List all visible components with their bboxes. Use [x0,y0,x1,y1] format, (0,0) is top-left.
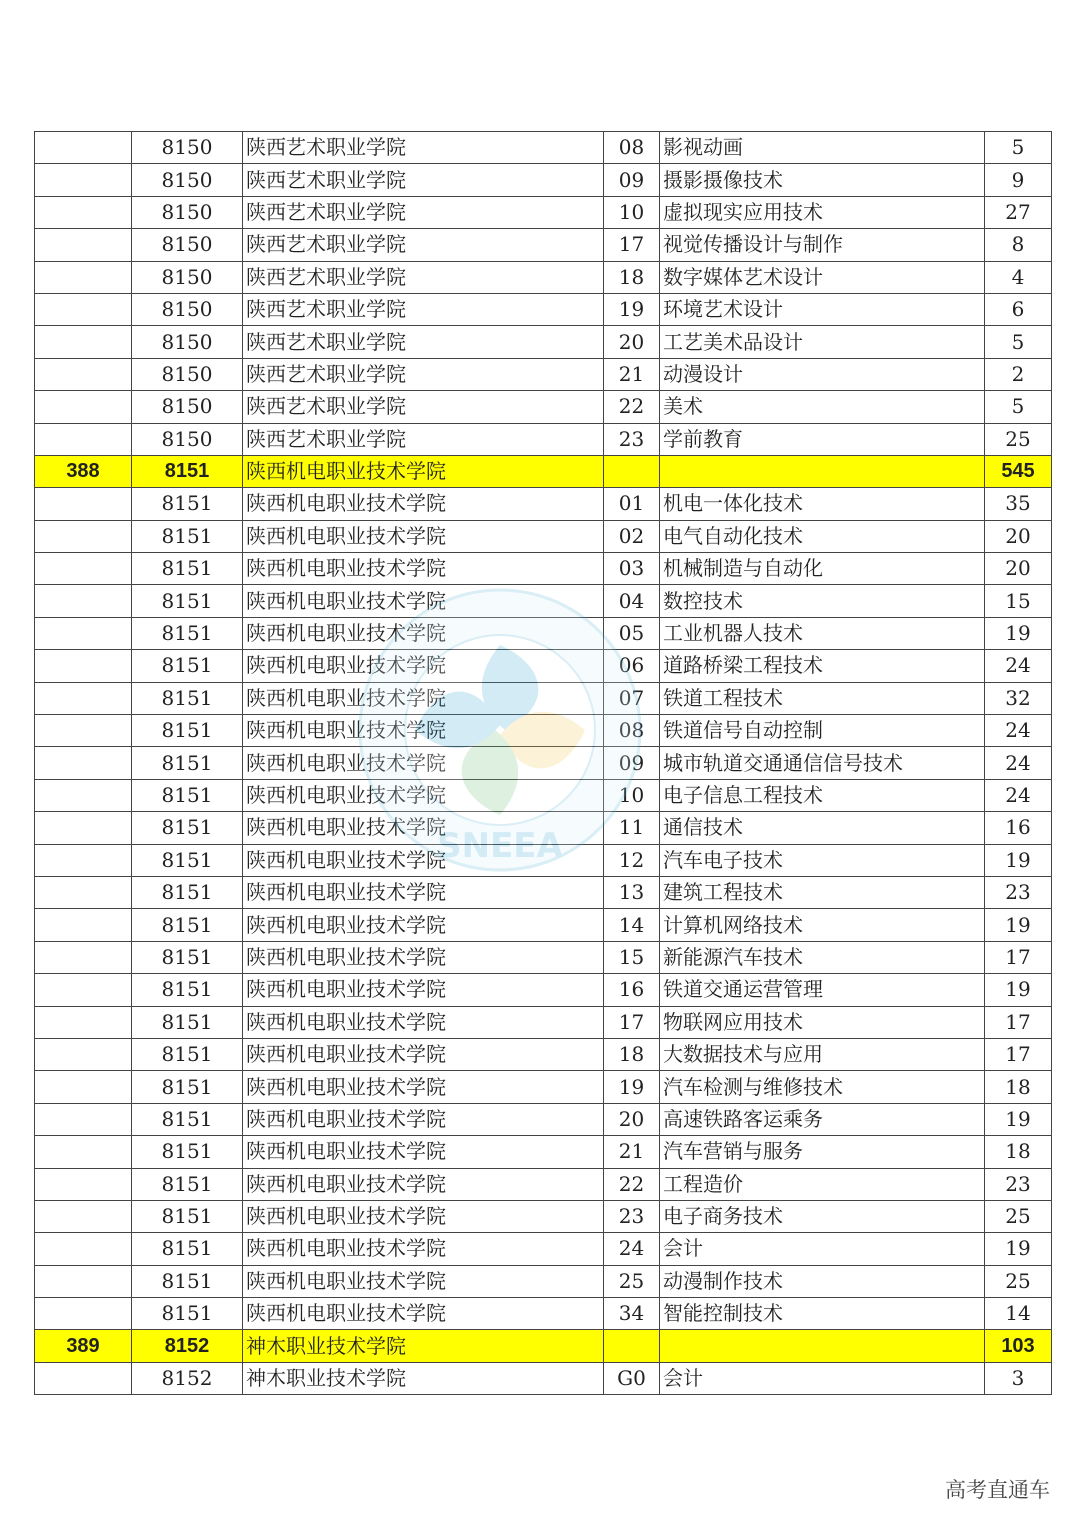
major-code-cell: 22 [604,391,660,423]
school-name-cell: 陕西机电职业技术学院 [243,682,604,714]
major-name-cell: 数字媒体艺术设计 [660,261,985,293]
sequence-cell [35,1233,132,1265]
plan-count-cell: 19 [985,1233,1052,1265]
major-name-cell: 会计 [660,1233,985,1265]
sequence-cell [35,1103,132,1135]
major-name-cell: 工艺美术品设计 [660,326,985,358]
table-row [35,876,1052,908]
school-code-cell: 8151 [132,1168,243,1200]
major-code-cell: 21 [604,1136,660,1168]
major-code-cell [604,1330,660,1362]
school-code-cell: 8151 [132,909,243,941]
school-name-cell: 陕西机电职业技术学院 [243,488,604,520]
table-row [35,844,1052,876]
school-name-cell: 陕西机电职业技术学院 [243,909,604,941]
plan-count-cell: 19 [985,844,1052,876]
plan-count-cell: 15 [985,585,1052,617]
plan-count-cell: 5 [985,132,1052,164]
school-name-cell: 陕西机电职业技术学院 [243,747,604,779]
major-code-cell: 01 [604,488,660,520]
plan-count-cell: 24 [985,650,1052,682]
major-code-cell: 02 [604,520,660,552]
school-name-cell: 陕西机电职业技术学院 [243,1233,604,1265]
school-code-cell: 8151 [132,585,243,617]
plan-count-cell: 19 [985,1103,1052,1135]
school-summary-row [35,455,1052,487]
school-code-cell: 8151 [132,779,243,811]
plan-count-cell: 4 [985,261,1052,293]
school-name-cell: 陕西机电职业技术学院 [243,650,604,682]
plan-count-cell: 545 [985,455,1052,487]
plan-count-cell: 5 [985,326,1052,358]
major-name-cell: 汽车电子技术 [660,844,985,876]
sequence-cell [35,1362,132,1394]
major-code-cell: 07 [604,682,660,714]
plan-count-cell: 25 [985,423,1052,455]
major-name-cell: 机电一体化技术 [660,488,985,520]
plan-count-cell: 20 [985,553,1052,585]
plan-count-cell: 24 [985,747,1052,779]
sequence-cell [35,391,132,423]
school-code-cell: 8151 [132,1136,243,1168]
school-name-cell: 陕西艺术职业学院 [243,261,604,293]
school-name-cell: 陕西机电职业技术学院 [243,520,604,552]
school-code-cell: 8151 [132,1071,243,1103]
major-code-cell: 20 [604,1103,660,1135]
major-name-cell: 汽车检测与维修技术 [660,1071,985,1103]
school-name-cell: 陕西艺术职业学院 [243,293,604,325]
plan-count-cell: 9 [985,164,1052,196]
major-code-cell: 17 [604,1006,660,1038]
plan-count-cell: 23 [985,1168,1052,1200]
sequence-cell [35,779,132,811]
school-code-cell: 8150 [132,423,243,455]
major-code-cell: 22 [604,1168,660,1200]
plan-count-cell: 3 [985,1362,1052,1394]
major-code-cell: 23 [604,1200,660,1232]
major-name-cell: 美术 [660,391,985,423]
sequence-cell [35,1071,132,1103]
school-code-cell: 8150 [132,132,243,164]
plan-count-cell: 24 [985,715,1052,747]
school-name-cell: 陕西机电职业技术学院 [243,617,604,649]
school-code-cell: 8151 [132,974,243,1006]
sequence-cell [35,974,132,1006]
school-name-cell: 陕西艺术职业学院 [243,229,604,261]
table-row [35,196,1052,228]
major-name-cell: 汽车营销与服务 [660,1136,985,1168]
school-code-cell: 8151 [132,747,243,779]
plan-count-cell: 14 [985,1298,1052,1330]
major-code-cell: 15 [604,941,660,973]
school-code-cell: 8151 [132,488,243,520]
school-code-cell: 8151 [132,1298,243,1330]
school-name-cell: 陕西艺术职业学院 [243,164,604,196]
major-code-cell: 20 [604,326,660,358]
sequence-cell [35,261,132,293]
major-name-cell: 工程造价 [660,1168,985,1200]
major-name-cell: 动漫设计 [660,358,985,390]
sequence-cell [35,650,132,682]
plan-count-cell: 16 [985,812,1052,844]
table-row [35,520,1052,552]
school-code-cell: 8151 [132,455,243,487]
plan-count-cell: 24 [985,779,1052,811]
table-row [35,358,1052,390]
sequence-cell [35,909,132,941]
major-name-cell: 视觉传播设计与制作 [660,229,985,261]
plan-count-cell: 25 [985,1265,1052,1297]
sequence-cell [35,1298,132,1330]
major-name-cell: 学前教育 [660,423,985,455]
major-code-cell: 17 [604,229,660,261]
sequence-cell [35,1038,132,1070]
plan-count-cell: 18 [985,1071,1052,1103]
plan-count-cell: 17 [985,941,1052,973]
plan-count-cell: 27 [985,196,1052,228]
table-row [35,812,1052,844]
major-code-cell: 09 [604,747,660,779]
major-name-cell: 高速铁路客运乘务 [660,1103,985,1135]
school-code-cell: 8151 [132,715,243,747]
sequence-cell [35,358,132,390]
major-name-cell: 电子商务技术 [660,1200,985,1232]
school-code-cell: 8150 [132,358,243,390]
plan-count-cell: 23 [985,876,1052,908]
major-code-cell: 34 [604,1298,660,1330]
major-code-cell: 11 [604,812,660,844]
major-name-cell: 电气自动化技术 [660,520,985,552]
table-row [35,1006,1052,1038]
school-name-cell: 神木职业技术学院 [243,1362,604,1394]
sequence-cell [35,326,132,358]
major-name-cell: 动漫制作技术 [660,1265,985,1297]
sequence-cell [35,423,132,455]
major-code-cell: 23 [604,423,660,455]
plan-count-cell: 17 [985,1038,1052,1070]
school-name-cell: 陕西机电职业技术学院 [243,1103,604,1135]
major-name-cell: 影视动画 [660,132,985,164]
school-name-cell: 陕西机电职业技术学院 [243,455,604,487]
table-row [35,553,1052,585]
major-name-cell: 摄影摄像技术 [660,164,985,196]
sequence-cell [35,164,132,196]
school-code-cell: 8151 [132,1038,243,1070]
sequence-cell [35,488,132,520]
sequence-cell [35,941,132,973]
table-row [35,682,1052,714]
table-row [35,585,1052,617]
school-code-cell: 8150 [132,196,243,228]
major-code-cell: 21 [604,358,660,390]
major-name-cell: 电子信息工程技术 [660,779,985,811]
school-name-cell: 陕西机电职业技术学院 [243,1006,604,1038]
school-name-cell: 陕西机电职业技术学院 [243,1265,604,1297]
sequence-cell [35,132,132,164]
school-code-cell: 8151 [132,876,243,908]
school-name-cell: 陕西艺术职业学院 [243,132,604,164]
school-name-cell: 陕西机电职业技术学院 [243,1136,604,1168]
school-name-cell: 陕西机电职业技术学院 [243,585,604,617]
major-code-cell: 18 [604,261,660,293]
table-row [35,1038,1052,1070]
plan-count-cell: 32 [985,682,1052,714]
sequence-cell [35,844,132,876]
plan-count-cell: 18 [985,1136,1052,1168]
major-code-cell: 25 [604,1265,660,1297]
major-code-cell: 16 [604,974,660,1006]
plan-count-cell: 19 [985,909,1052,941]
school-name-cell: 陕西艺术职业学院 [243,326,604,358]
table-row [35,1298,1052,1330]
school-code-cell: 8150 [132,326,243,358]
school-code-cell: 8151 [132,650,243,682]
sequence-cell [35,812,132,844]
major-code-cell: 05 [604,617,660,649]
sequence-cell [35,553,132,585]
major-code-cell: 08 [604,715,660,747]
school-code-cell: 8150 [132,261,243,293]
major-name-cell: 会计 [660,1362,985,1394]
major-code-cell: 03 [604,553,660,585]
school-code-cell: 8152 [132,1330,243,1362]
major-code-cell: 10 [604,196,660,228]
major-name-cell: 机械制造与自动化 [660,553,985,585]
major-name-cell: 计算机网络技术 [660,909,985,941]
school-name-cell: 陕西机电职业技术学院 [243,715,604,747]
plan-count-cell: 5 [985,391,1052,423]
school-name-cell: 陕西机电职业技术学院 [243,1298,604,1330]
school-code-cell: 8151 [132,941,243,973]
major-name-cell: 物联网应用技术 [660,1006,985,1038]
school-name-cell: 陕西艺术职业学院 [243,423,604,455]
school-name-cell: 陕西机电职业技术学院 [243,1038,604,1070]
plan-count-cell: 25 [985,1200,1052,1232]
table-body [35,132,1052,1395]
school-code-cell: 8151 [132,1233,243,1265]
major-code-cell: 13 [604,876,660,908]
school-code-cell: 8150 [132,229,243,261]
plan-count-cell: 103 [985,1330,1052,1362]
sequence-cell [35,229,132,261]
major-name-cell: 虚拟现实应用技术 [660,196,985,228]
major-name-cell: 铁道信号自动控制 [660,715,985,747]
school-summary-row [35,1330,1052,1362]
major-name-cell: 智能控制技术 [660,1298,985,1330]
footer-brand: 高考直通车 [945,1478,1050,1502]
watermark-text: SNEEA [437,826,563,866]
major-code-cell: G0 [604,1362,660,1394]
sequence-cell [35,1136,132,1168]
table-row [35,909,1052,941]
major-name-cell: 城市轨道交通通信信号技术 [660,747,985,779]
table-row [35,1265,1052,1297]
major-name-cell: 铁道交通运营管理 [660,974,985,1006]
major-name-cell: 环境艺术设计 [660,293,985,325]
school-name-cell: 陕西机电职业技术学院 [243,844,604,876]
plan-count-cell: 6 [985,293,1052,325]
table-row [35,974,1052,1006]
table-row [35,617,1052,649]
school-name-cell: 陕西艺术职业学院 [243,391,604,423]
sequence-cell [35,747,132,779]
table-row [35,779,1052,811]
major-code-cell: 24 [604,1233,660,1265]
plan-count-cell: 19 [985,974,1052,1006]
major-code-cell: 06 [604,650,660,682]
sequence-cell [35,682,132,714]
plan-count-cell: 8 [985,229,1052,261]
school-code-cell: 8152 [132,1362,243,1394]
plan-count-cell: 35 [985,488,1052,520]
school-code-cell: 8151 [132,1265,243,1297]
school-code-cell: 8151 [132,844,243,876]
major-name-cell: 铁道工程技术 [660,682,985,714]
table-row [35,1168,1052,1200]
major-code-cell: 09 [604,164,660,196]
major-name-cell [660,1330,985,1362]
sequence-cell [35,1200,132,1232]
table-row [35,1233,1052,1265]
school-code-cell: 8150 [132,293,243,325]
table-row [35,747,1052,779]
school-code-cell: 8151 [132,682,243,714]
school-name-cell: 陕西机电职业技术学院 [243,876,604,908]
sequence-cell [35,293,132,325]
plan-count-cell: 20 [985,520,1052,552]
table-row [35,423,1052,455]
school-code-cell: 8151 [132,1103,243,1135]
table-row [35,1362,1052,1394]
sequence-cell [35,1006,132,1038]
sequence-cell [35,876,132,908]
school-code-cell: 8150 [132,391,243,423]
plan-count-cell: 19 [985,617,1052,649]
enrollment-plan-table [34,131,1052,1395]
plan-count-cell: 2 [985,358,1052,390]
table-row [35,391,1052,423]
table-row [35,132,1052,164]
table-row [35,261,1052,293]
school-code-cell: 8151 [132,1200,243,1232]
major-name-cell: 道路桥梁工程技术 [660,650,985,682]
table-row [35,1200,1052,1232]
major-code-cell: 14 [604,909,660,941]
sequence-cell [35,585,132,617]
major-code-cell: 12 [604,844,660,876]
major-code-cell: 08 [604,132,660,164]
sequence-cell [35,1168,132,1200]
table-row [35,1071,1052,1103]
table-row [35,715,1052,747]
sequence-cell: 389 [35,1330,132,1362]
table-row [35,229,1052,261]
sequence-cell [35,196,132,228]
school-name-cell: 陕西机电职业技术学院 [243,1071,604,1103]
major-name-cell [660,455,985,487]
school-name-cell: 神木职业技术学院 [243,1330,604,1362]
school-code-cell: 8150 [132,164,243,196]
enrollment-plan-table-container [34,131,1052,1395]
table-row [35,650,1052,682]
school-code-cell: 8151 [132,553,243,585]
sequence-cell [35,520,132,552]
school-name-cell: 陕西机电职业技术学院 [243,812,604,844]
major-code-cell: 04 [604,585,660,617]
table-row [35,1136,1052,1168]
major-code-cell: 19 [604,293,660,325]
table-row [35,1103,1052,1135]
sequence-cell: 388 [35,455,132,487]
school-code-cell: 8151 [132,812,243,844]
sequence-cell [35,1265,132,1297]
major-name-cell: 大数据技术与应用 [660,1038,985,1070]
school-code-cell: 8151 [132,520,243,552]
school-code-cell: 8151 [132,617,243,649]
table-row [35,488,1052,520]
major-name-cell: 数控技术 [660,585,985,617]
major-code-cell: 18 [604,1038,660,1070]
major-code-cell: 19 [604,1071,660,1103]
school-code-cell: 8151 [132,1006,243,1038]
major-name-cell: 新能源汽车技术 [660,941,985,973]
school-name-cell: 陕西艺术职业学院 [243,358,604,390]
school-name-cell: 陕西机电职业技术学院 [243,1168,604,1200]
school-name-cell: 陕西艺术职业学院 [243,196,604,228]
table-row [35,941,1052,973]
table-row [35,164,1052,196]
table-row [35,293,1052,325]
table-row [35,326,1052,358]
plan-count-cell: 17 [985,1006,1052,1038]
school-name-cell: 陕西机电职业技术学院 [243,941,604,973]
major-code-cell [604,455,660,487]
school-name-cell: 陕西机电职业技术学院 [243,974,604,1006]
sequence-cell [35,617,132,649]
school-name-cell: 陕西机电职业技术学院 [243,779,604,811]
major-name-cell: 通信技术 [660,812,985,844]
school-name-cell: 陕西机电职业技术学院 [243,1200,604,1232]
major-name-cell: 工业机器人技术 [660,617,985,649]
school-name-cell: 陕西机电职业技术学院 [243,553,604,585]
sequence-cell [35,715,132,747]
major-code-cell: 10 [604,779,660,811]
major-name-cell: 建筑工程技术 [660,876,985,908]
